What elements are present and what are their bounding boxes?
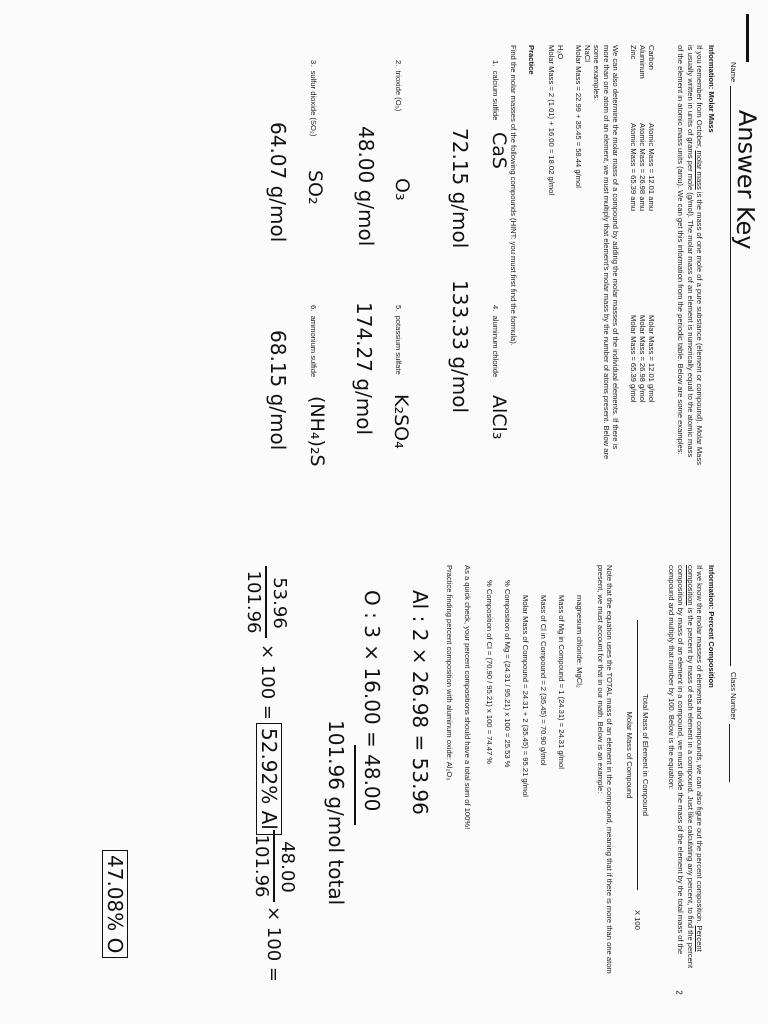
fraction-al-times: × 100 = [257,644,278,720]
class-number-label: Class Number [729,672,738,721]
page-number: 2 [674,990,684,995]
percent-composition-title: Information: Percent Composition [707,565,716,688]
fraction-o-denominator: 101.96 [251,834,272,898]
problem-1: 1. calcium sulfide [491,60,500,121]
answer-o-box: 47.08% O [102,850,128,958]
name-label: Name [729,62,738,83]
problem-4-answer: 133.33 g/mol [448,280,472,414]
fraction-o-bar [274,830,276,902]
percent-composition-term: Percent composition [685,565,704,952]
work-aluminum: Al : 2 × 26.98 = 53.96 [408,590,432,815]
problem-6: 6. ammonium sulfide [309,305,318,378]
problem-6-answer: 68.15 g/mol [266,330,290,451]
step-mass-mg: Mass of Mg in Compound = 1 (24.31) = 24.31 g/mol [557,595,566,769]
equation-denominator: Molar Mass of Compound [625,711,634,799]
practice-title: Practice [527,45,536,75]
problem-6-formula: (NH₄)₂S [306,396,328,467]
problem-5: 5. potassium sulfate [394,305,403,375]
molar-mass-intro: If you remember from October, molar mass is the mass of one mole of a pure substance (element or compound). Molar Mass is usually written in units of grams per mole (g/mol). The molar mass of an element is numerically equal to the atomic mass of the element in atomic mass units (amu). We can get this information from the periodic table. Below are some examples: [676,45,704,465]
step-mass-cl: Mass of Cl in Compound = 2 (35.45) = 70.90 g/mol [539,595,548,766]
note-text: Note that the equation uses the TOTAL mass of an element in the compound, meaning that if there is more than one atom present, we must account for that in our math. Below is an example: [595,565,614,974]
problem-4-formula: AlCl₃ [488,395,510,440]
class-number-underline [729,724,731,782]
example-nacl-calc: Molar Mass = 22.99 + 35.45 = 58.44 g/mol [574,45,583,188]
equation-times-100: X 100 [633,910,642,930]
element-molar: Molar Mass = 12.01 g/mol [647,315,656,403]
compound-molar-mass-text: We can also determine the molar mass of a compound by adding the molar masses of the individual elements. If there is more than one atom of an element, we must multiply that element's molar mass by the number of atoms present. Below are some examples: [592,45,620,460]
problem-3-formula: SO₂ [304,170,326,205]
step-molar-mass: Molar Mass of Compound = 24.31 + 2 (35.45) = 95.21 g/mol [521,595,530,797]
molar-mass-title: Information: Molar Mass [707,45,716,133]
example-water-formula: H₂O [556,45,565,60]
example-compound: magnesium chloride: MgCl₂ [575,595,584,688]
equation-numerator: Total Mass of Element in Compound [637,620,650,890]
problem-5-formula: K₂SO₄ [390,394,412,449]
step-percent-cl: % Composition of Cl = (70.90 / 95.21) x 100 = 74.47 % [485,580,494,765]
example-water-calc: Molar Mass = 2 (1.01) + 16.00 = 18.02 g/mol [547,45,556,196]
problem-3: 3. sulfur dioxide (SO₂) [309,60,318,137]
problem-2: 2. trioxide (O₃) [394,60,403,112]
problem-1-formula: CaS [488,132,510,169]
sum-line [355,745,357,825]
fraction-al-denominator: 101.96 [243,570,264,634]
element-molar: Molar Mass = 26.98 g/mol [638,315,647,403]
element-row: Aluminum [638,45,647,79]
problem-2-formula: O₃ [391,178,413,201]
work-total: 101.96 g/mol total [324,720,348,906]
molar-mass-term: molar mass [695,150,704,190]
element-molar: Molar Mass = 65.39 g/mol [629,315,638,403]
problem-5-answer: 174.27 g/mol [352,302,376,436]
problem-3-answer: 64.07 g/mol [266,122,290,243]
fraction-o-numerator: 48.00 [277,841,298,893]
answer-al-box: 52.92% Al [256,723,282,835]
element-atomic: Atomic Mass = 65.39 amu [629,123,638,211]
element-row: Carbon [647,45,656,70]
practice-aluminum-oxide: Practice finding percent composition with aluminum oxide: Al₂O₃ [445,565,454,781]
fraction-al-bar [266,566,268,638]
step-percent-mg: % Composition of Mg = (24.31 / 95.21) x 100 = 25.53 % [503,580,512,768]
quick-check-text: As a quick check, your percent compositions should have a total sum of 100%! [463,565,472,830]
element-row: Zinc [629,45,638,60]
element-atomic: Atomic Mass = 26.98 amu [638,123,647,211]
problem-1-answer: 72.15 g/mol [448,128,472,249]
problem-2-answer: 48.00 g/mol [354,126,378,247]
practice-instructions: Find the molar masses of the following compounds (HINT: you must first find the formula). [509,45,518,346]
fraction-o-times: × 100 = [263,906,284,982]
work-oxygen: O : 3 × 16.00 = 48.00 [360,590,384,812]
fraction-al-numerator: 53.96 [269,577,290,629]
example-nacl-formula: NaCl [583,45,592,62]
problem-4: 4. aluminum chloride [491,305,500,378]
element-atomic: Atomic Mass = 12.01 amu [647,123,656,211]
percent-composition-intro: If we know the molar masses of elements and compounds, we can also figure out the percent composition. Percent composition is the percent by mass of each element in a compound. Just like calculating any percent, to find the percent composition by mass of an element in a compound, we must divide the mass of the element by the total mass of the compound and multiply that number by 100. Below is the equation: [666,565,704,969]
name-handwritten-value: Answer Key [730,109,762,250]
